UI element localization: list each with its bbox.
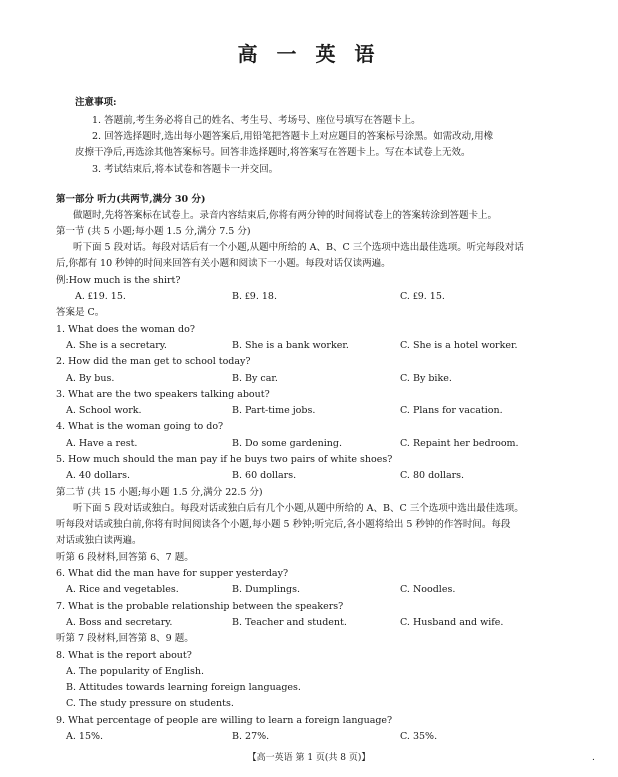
- example-question: 例:How much is the shirt?: [56, 275, 181, 286]
- q4-option-a: A. Have a rest.: [66, 438, 138, 449]
- q3-option-c: C. Plans for vacation.: [400, 405, 503, 416]
- question-6: 6. What did the man have for supper yesterday?: [56, 568, 289, 579]
- q2-option-c: C. By bike.: [400, 373, 452, 384]
- q5-option-a: A. 40 dollars.: [66, 470, 130, 481]
- q7-option-b: B. Teacher and student.: [232, 617, 347, 628]
- section-instruction: 听下面 5 段对话或独白。每段对话或独白后有几个小题,从题中所给的 A、B、C 三个选项中选出最佳选项。: [73, 503, 524, 514]
- example-answer: 答案是 C。: [56, 307, 105, 318]
- notice-item: 1. 答题前,考生务必将自己的姓名、考生号、考场号、座位号填写在答题卡上。: [92, 115, 421, 126]
- material-note: 听第 7 段材料,回答第 8、9 题。: [56, 633, 194, 644]
- q2-option-a: A. By bus.: [66, 373, 115, 384]
- q7-option-c: C. Husband and wife.: [400, 617, 504, 628]
- section-heading: 第二节 (共 15 小题;每小题 1.5 分,满分 22.5 分): [56, 487, 263, 498]
- page-title: 高 一 英 语: [237, 42, 381, 66]
- q6-option-b: B. Dumplings.: [232, 584, 301, 595]
- corner-mark: .: [592, 753, 595, 763]
- question-4: 4. What is the woman going to do?: [56, 421, 224, 432]
- q5-option-b: B. 60 dollars.: [232, 470, 297, 481]
- question-8: 8. What is the report about?: [56, 650, 192, 661]
- q9-option-b: B. 27%.: [232, 731, 270, 742]
- page-footer: 【高一英语 第 1 页(共 8 页)】: [247, 753, 371, 763]
- section-instruction: 后,你都有 10 秒钟的时间来回答有关小题和阅读下一小题。每段对话仅读两遍。: [56, 258, 391, 269]
- question-3: 3. What are the two speakers talking about?: [56, 389, 270, 400]
- material-note: 听第 6 段材料,回答第 6、7 题。: [56, 552, 194, 563]
- q1-option-b: B. She is a bank worker.: [232, 340, 349, 351]
- q2-option-b: B. By car.: [232, 373, 278, 384]
- q3-option-b: B. Part-time jobs.: [232, 405, 316, 416]
- example-option-b: B. ₤9. 18.: [232, 291, 277, 302]
- part-heading: 第一部分 听力(共两节,满分 30 分): [56, 194, 206, 205]
- question-9: 9. What percentage of people are willing to learn a foreign language?: [56, 715, 393, 726]
- section-heading: 第一节 (共 5 小题;每小题 1.5 分,满分 7.5 分): [56, 226, 251, 237]
- q8-option-b: B. Attitudes towards learning foreign languages.: [66, 682, 301, 693]
- question-2: 2. How did the man get to school today?: [56, 356, 251, 367]
- q6-option-c: C. Noodles.: [400, 584, 456, 595]
- question-7: 7. What is the probable relationship between the speakers?: [56, 601, 344, 612]
- question-5: 5. How much should the man pay if he buys two pairs of white shoes?: [56, 454, 393, 465]
- example-option-a: A. ₤19. 15.: [75, 291, 126, 302]
- section-instruction: 听每段对话或独白前,你将有时间阅读各个小题,每小题 5 秒钟;听完后,各小题将给出 5 秒钟的作答时间。每段: [56, 519, 511, 530]
- q6-option-a: A. Rice and vegetables.: [66, 584, 179, 595]
- q9-option-c: C. 35%.: [400, 731, 438, 742]
- part-intro: 做题时,先将答案标在试卷上。录音内容结束后,你将有两分钟的时间将试卷上的答案转涂到答题卡上。: [73, 210, 498, 221]
- notice-heading: 注意事项:: [75, 97, 117, 108]
- example-option-c: C. ₤9. 15.: [400, 291, 445, 302]
- q4-option-b: B. Do some gardening.: [232, 438, 342, 449]
- notice-item: 皮擦干净后,再选涂其他答案标号。回答非选择题时,将答案写在答题卡上。写在本试卷上无效。: [75, 147, 471, 158]
- notice-item: 3. 考试结束后,将本试卷和答题卡一并交回。: [92, 164, 279, 175]
- q9-option-a: A. 15%.: [66, 731, 104, 742]
- question-1: 1. What does the woman do?: [56, 324, 195, 335]
- q3-option-a: A. School work.: [66, 405, 142, 416]
- q1-option-a: A. She is a secretary.: [66, 340, 167, 351]
- q8-option-a: A. The popularity of English.: [66, 666, 204, 677]
- q7-option-a: A. Boss and secretary.: [66, 617, 173, 628]
- notice-item: 2. 回答选择题时,选出每小题答案后,用铅笔把答题卡上对应题目的答案标号涂黑。如需改动,用橡: [92, 131, 494, 142]
- q5-option-c: C. 80 dollars.: [400, 470, 465, 481]
- q8-option-c: C. The study pressure on students.: [66, 698, 234, 709]
- section-instruction: 对话或独白读两遍。: [56, 535, 142, 546]
- q1-option-c: C. She is a hotel worker.: [400, 340, 518, 351]
- section-instruction: 听下面 5 段对话。每段对话后有一个小题,从题中所给的 A、B、C 三个选项中选出最佳选项。听完每段对话: [73, 242, 524, 253]
- q4-option-c: C. Repaint her bedroom.: [400, 438, 519, 449]
